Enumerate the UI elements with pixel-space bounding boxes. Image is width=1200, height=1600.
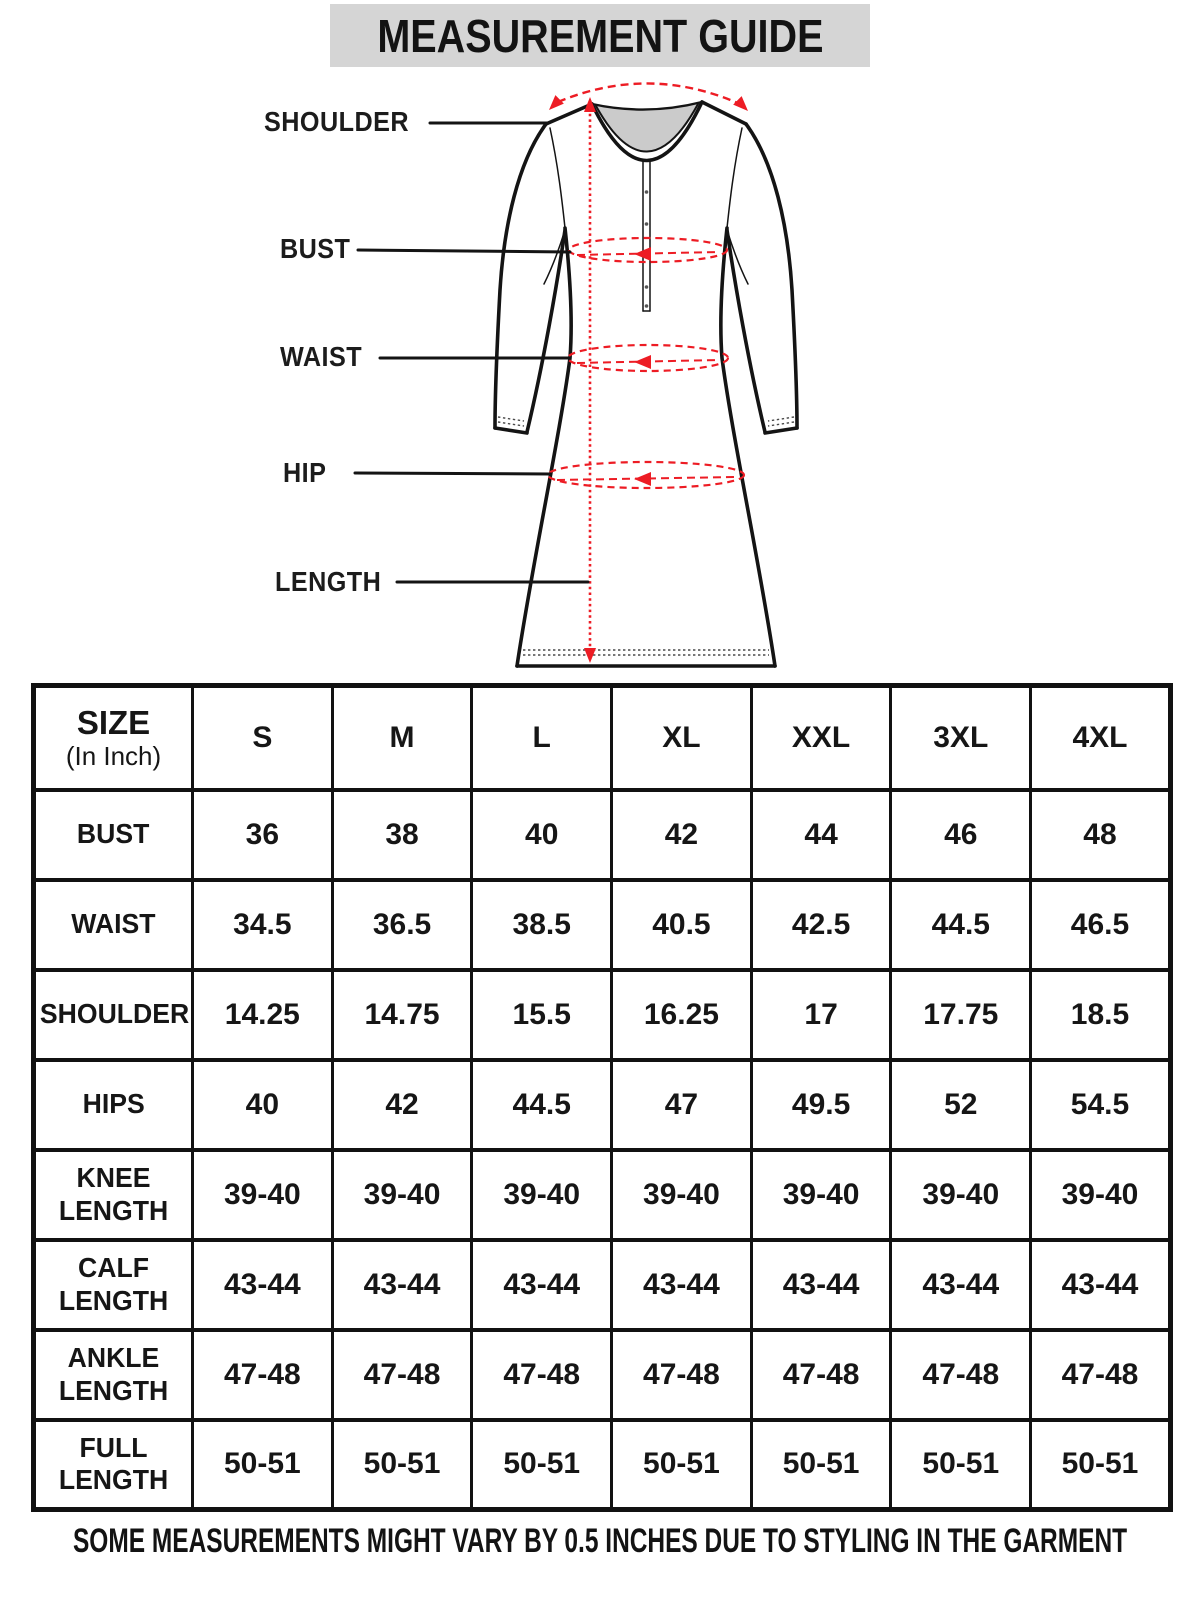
measurement-value-cell: 38 xyxy=(332,790,472,880)
measurement-value-cell: 17 xyxy=(751,970,891,1060)
measurement-value-cell: 47-48 xyxy=(472,1330,612,1420)
measurement-value-cell: 36 xyxy=(193,790,333,880)
size-table-header-row xyxy=(34,686,1171,790)
measurement-value-cell: 39-40 xyxy=(332,1150,472,1240)
measurement-value-cell: 43-44 xyxy=(751,1240,891,1330)
measurement-value-cell: 47-48 xyxy=(332,1330,472,1420)
size-column-header: 3XL xyxy=(891,686,1031,790)
measurement-value-cell: 43-44 xyxy=(612,1240,752,1330)
label-bust: BUST xyxy=(280,233,351,264)
waist-ellipse xyxy=(568,345,728,371)
measurement-value-cell: 50-51 xyxy=(751,1420,891,1510)
row-label: HIPS xyxy=(82,1088,145,1120)
measurement-value-cell: 34.5 xyxy=(193,880,333,970)
label-shoulder: SHOULDER xyxy=(264,106,410,137)
label-hip: HIP xyxy=(283,457,327,488)
row-label-cell xyxy=(34,970,193,1060)
measurement-value-cell: 47-48 xyxy=(891,1330,1031,1420)
row-label: SHOULDER xyxy=(39,998,190,1030)
size-header-title: SIZE xyxy=(76,703,151,741)
measurement-value-cell: 14.75 xyxy=(332,970,472,1060)
length-line xyxy=(584,97,596,663)
measurement-value-cell: 43-44 xyxy=(891,1240,1031,1330)
measurement-value-cell: 39-40 xyxy=(1031,1150,1171,1240)
size-table-header xyxy=(34,686,1171,790)
row-label-cell xyxy=(34,1240,193,1330)
size-table-body xyxy=(34,790,1171,1510)
measurement-value-cell: 42.5 xyxy=(751,880,891,970)
row-label: FULL LENGTH xyxy=(58,1432,169,1496)
measurement-value-cell: 43-44 xyxy=(472,1240,612,1330)
table-row xyxy=(34,1420,1171,1510)
measurement-value-cell: 44.5 xyxy=(472,1060,612,1150)
row-label: ANKLE LENGTH xyxy=(58,1342,169,1406)
size-header-unit: (In Inch) xyxy=(65,740,162,771)
row-label-cell xyxy=(34,1150,193,1240)
measurement-value-cell: 16.25 xyxy=(612,970,752,1060)
measurement-value-cell: 50-51 xyxy=(1031,1420,1171,1510)
measurement-value-cell: 17.75 xyxy=(891,970,1031,1060)
table-row xyxy=(34,1150,1171,1240)
measurement-value-cell: 54.5 xyxy=(1031,1060,1171,1150)
measurement-value-cell: 46 xyxy=(891,790,1031,880)
row-label: CALF LENGTH xyxy=(58,1252,169,1316)
row-label-cell xyxy=(34,790,193,880)
footer-note-text: SOME MEASUREMENTS MIGHT VARY BY 0.5 INCHES DUE TO STYLING IN THE GARMENT xyxy=(72,1522,1128,1560)
measurement-value-cell: 48 xyxy=(1031,790,1171,880)
row-label-cell xyxy=(34,880,193,970)
footer-note xyxy=(0,1522,1200,1561)
row-label: BUST xyxy=(77,818,150,850)
size-column-header: 4XL xyxy=(1031,686,1171,790)
measurement-value-cell: 50-51 xyxy=(193,1420,333,1510)
table-row xyxy=(34,1060,1171,1150)
row-label: WAIST xyxy=(71,908,156,940)
measurement-value-cell: 47 xyxy=(612,1060,752,1150)
size-table xyxy=(31,683,1173,1512)
measurement-value-cell: 40.5 xyxy=(612,880,752,970)
row-label: KNEE LENGTH xyxy=(58,1162,169,1226)
measurement-value-cell: 46.5 xyxy=(1031,880,1171,970)
measurement-value-cell: 40 xyxy=(472,790,612,880)
measurement-value-cell: 39-40 xyxy=(612,1150,752,1240)
measurement-value-cell: 39-40 xyxy=(472,1150,612,1240)
measurement-value-cell: 42 xyxy=(332,1060,472,1150)
measurement-value-cell: 39-40 xyxy=(751,1150,891,1240)
measurement-value-cell: 50-51 xyxy=(332,1420,472,1510)
size-column-header: XL xyxy=(612,686,752,790)
hip-ellipse xyxy=(548,462,744,488)
measurement-value-cell: 49.5 xyxy=(751,1060,891,1150)
measurement-value-cell: 50-51 xyxy=(472,1420,612,1510)
measurement-value-cell: 44 xyxy=(751,790,891,880)
measurement-value-cell: 39-40 xyxy=(193,1150,333,1240)
row-label-cell xyxy=(34,1060,193,1150)
measurement-value-cell: 18.5 xyxy=(1031,970,1171,1060)
label-length: LENGTH xyxy=(275,566,382,597)
measurement-value-cell: 42 xyxy=(612,790,752,880)
table-row xyxy=(34,1330,1171,1420)
measurement-value-cell: 52 xyxy=(891,1060,1031,1150)
measurement-value-cell: 47-48 xyxy=(193,1330,333,1420)
measurement-value-cell: 39-40 xyxy=(891,1150,1031,1240)
measurement-value-cell: 50-51 xyxy=(891,1420,1031,1510)
table-row xyxy=(34,880,1171,970)
stitch-lines xyxy=(498,417,794,655)
label-leader-lines xyxy=(355,123,588,582)
size-column-header: S xyxy=(193,686,333,790)
size-header-cell xyxy=(34,686,193,790)
measurement-value-cell: 14.25 xyxy=(193,970,333,1060)
table-row xyxy=(34,790,1171,880)
measurement-value-cell: 43-44 xyxy=(332,1240,472,1330)
size-column-header: M xyxy=(332,686,472,790)
bust-ellipse xyxy=(569,238,727,262)
measurement-value-cell: 15.5 xyxy=(472,970,612,1060)
size-column-header: XXL xyxy=(751,686,891,790)
measurement-value-cell: 40 xyxy=(193,1060,333,1150)
size-column-header: L xyxy=(472,686,612,790)
measurement-value-cell: 43-44 xyxy=(193,1240,333,1330)
measurement-value-cell: 43-44 xyxy=(1031,1240,1171,1330)
measurement-value-cell: 44.5 xyxy=(891,880,1031,970)
page-title-bar xyxy=(330,4,870,67)
table-row xyxy=(34,970,1171,1060)
measurement-value-cell: 36.5 xyxy=(332,880,472,970)
measurement-value-cell: 38.5 xyxy=(472,880,612,970)
row-label-cell xyxy=(34,1330,193,1420)
page-title: MEASUREMENT GUIDE xyxy=(376,9,824,62)
measurement-value-cell: 47-48 xyxy=(1031,1330,1171,1420)
measurement-value-cell: 47-48 xyxy=(612,1330,752,1420)
row-label-cell xyxy=(34,1420,193,1510)
table-row xyxy=(34,1240,1171,1330)
button-placket xyxy=(643,160,650,311)
measurement-value-cell: 50-51 xyxy=(612,1420,752,1510)
label-waist: WAIST xyxy=(280,341,363,372)
measurement-value-cell: 47-48 xyxy=(751,1330,891,1420)
